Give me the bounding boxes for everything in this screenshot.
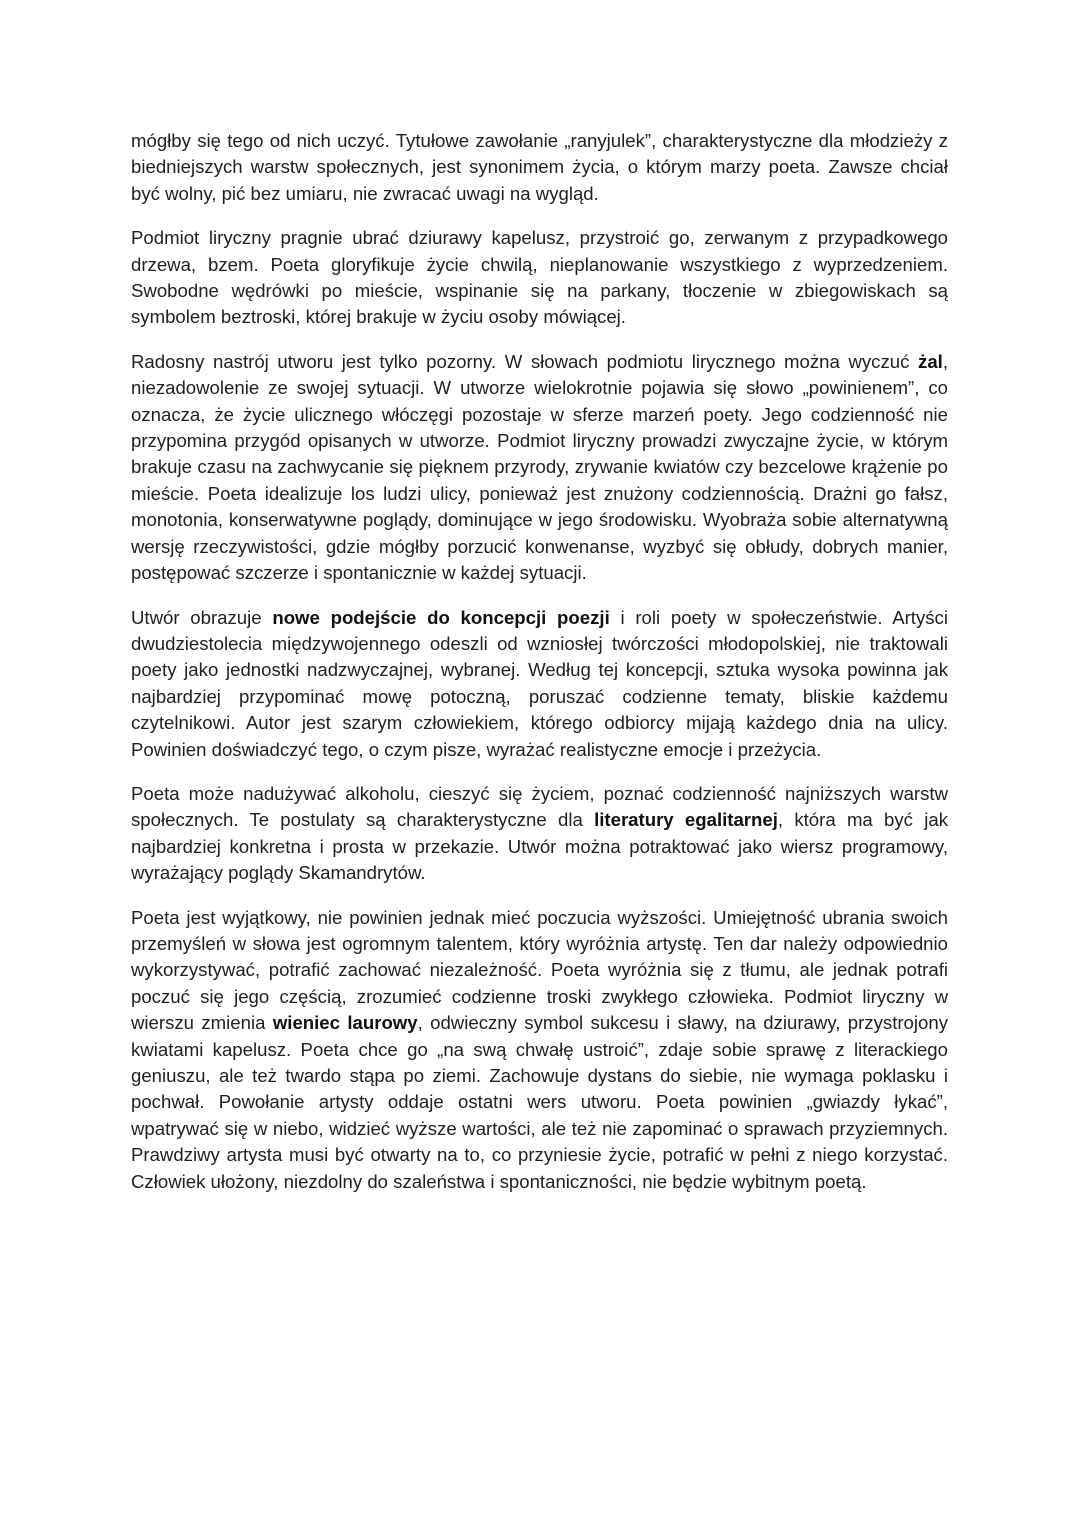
paragraph-text: , odwieczny symbol sukcesu i sławy, na dziurawy, przystrojony kwiatami kapelusz. Poeta chce go „na swą chwałę ustroić”, zdaje sobie sprawę z literackiego geniuszu, ale też twardo stąpa po ziemi. Zachowuje dystans do siebie, nie wymaga poklasku i pochwał. Powołanie artysty oddaje ostatni wers utworu. Poeta powinien „gwiazdy łykać”, wpatrywać się w niebo, widzieć wyższe wartości, ale też nie zapominać o sprawach przyziemnych. Prawdziwy artysta musi być otwarty na to, co przyniesie życie, potrafić w pełni z niego korzystać. Człowiek ułożony, niezdolny do szaleństwa i spontaniczności, nie będzie wybitnym poetą. (131, 1012, 948, 1192)
paragraph-5 (131, 781, 948, 887)
paragraph-3 (131, 349, 948, 587)
paragraph-6 (131, 905, 948, 1195)
paragraph-text: , która ma być jak najbardziej konkretna i prosta w przekazie. Utwór można potraktować jako wiersz programowy, wyrażający poglądy Skamandrytów. (131, 809, 949, 884)
paragraph-1 (131, 128, 948, 207)
paragraph-text: , niezadowolenie ze swojej sytuacji. W utworze wielokrotnie pojawia się słowo „powinienem”, co oznacza, że życie ulicznego włóczęgi pozostaje w sferze marzeń poety. Jego codzienność nie przypomina przygód opisanych w utworze. Podmiot liryczny prowadzi zwyczajne życie, w którym brakuje czasu na zachwycanie się pięknem przyrody, zrywanie kwiatów czy bezcelowe krążenie po mieście. Poeta idealizuje los ludzi ulicy, ponieważ jest znużony codziennością. Drażni go fałsz, monotonia, konserwatywne poglądy, dominujące w jego środowisku. Wyobraża sobie alternatywną wersję rzeczywistości, gdzie mógłby porzucić konwenanse, wyzbyć się obłudy, dobrych manier, postępować szczerze i spontanicznie w każdej sytuacji. (131, 350, 948, 584)
bold-term-nowe-podejscie: nowe podejście do koncepcji poezji (272, 606, 610, 628)
bold-term-literatura-egalitarna: literatury egalitarnej (594, 809, 778, 831)
paragraph-text: mógłby się tego od nich uczyć. Tytułowe zawołanie „ranyjulek”, charakterystyczne dla młodzieży z biedniejszych warstw społecznych, jest synonimem życia, o którym marzy poeta. Zawsze chciał być wolny, pić bez umiaru, nie zwracać uwagi na wygląd. (131, 130, 948, 204)
bold-term-zal: żal (918, 350, 943, 372)
bold-term-wieniec-laurowy: wieniec laurowy (272, 1012, 418, 1034)
document-body (131, 128, 948, 1213)
paragraph-text: Radosny nastrój utworu jest tylko pozorny. W słowach podmiotu lirycznego można wyczuć (131, 350, 919, 372)
paragraph-text: Utwór obrazuje (131, 606, 273, 628)
paragraph-text: Poeta jest wyjątkowy, nie powinien jednak mieć poczucia wyższości. Umiejętność ubrania swoich przemyśleń w słowa jest ogromnym talentem, który wyróżnia artystę. Ten dar należy odpowiednio wykorzystywać, potrafić zachować niezależność. Poeta wyróżnia się z tłumu, ale jednak potrafi poczuć się jego częścią, zrozumieć codzienne troski zwykłego człowieka. Podmiot liryczny w wierszu zmienia (131, 906, 948, 1034)
paragraph-4 (131, 605, 948, 763)
paragraph-text: Poeta może nadużywać alkoholu, cieszyć się życiem, poznać codzienność najniższych warstw społecznych. Te postulaty są charakterystyczne dla (131, 782, 948, 831)
paragraph-text: i roli poety w społeczeństwie. Artyści dwudziestolecia międzywojennego odeszli od wzniosłej twórczości młodopolskiej, nie traktowali poety jako jednostki nadzwyczajnej, wybranej. Według tej koncepcji, sztuka wysoka powinna jak najbardziej przypominać mowę potoczną, poruszać codzienne tematy, bliskie każdemu czytelnikowi. Autor jest szarym człowiekiem, którego odbiorcy mijają każdego dnia na ulicy. Powinien doświadczyć tego, o czym pisze, wyrażać realistyczne emocje i przeżycia. (131, 606, 948, 760)
paragraph-text: Podmiot liryczny pragnie ubrać dziurawy kapelusz, przystroić go, zerwanym z przypadkowego drzewa, bzem. Poeta gloryfikuje życie chwilą, nieplanowanie wszystkiego z wyprzedzeniem. Swobodne wędrówki po mieście, wspinanie się na parkany, tłoczenie w zbiegowiskach są symbolem beztroski, której brakuje w życiu osoby mówiącej. (131, 227, 948, 328)
paragraph-2 (131, 225, 948, 331)
